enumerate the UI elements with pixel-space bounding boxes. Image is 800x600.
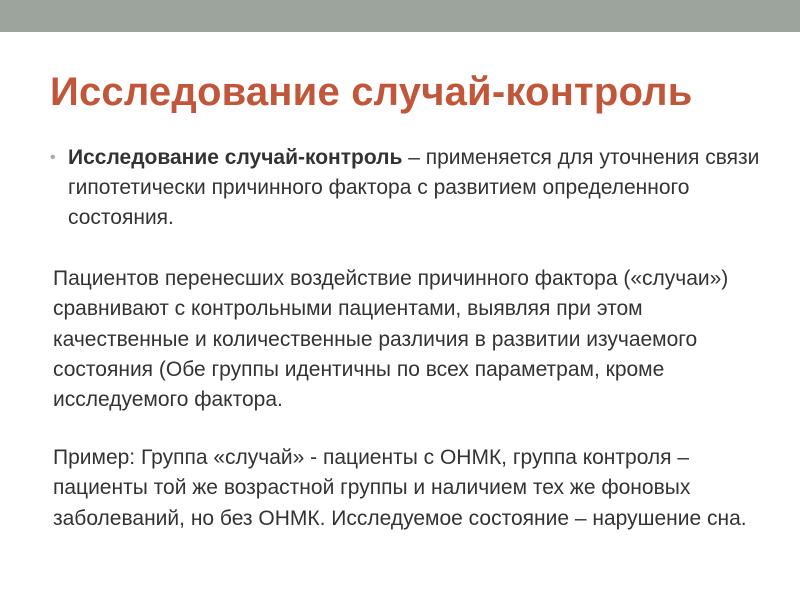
bullet-lead-term: Исследование случай-контроль	[68, 146, 403, 169]
bullet-marker: •	[50, 149, 56, 166]
bullet-text: – применяется для уточнения связи гипотетически причинного фактора с развитием определенного состояния.	[68, 146, 760, 229]
bullet-item	[50, 143, 760, 233]
slide-title: Исследование случай-контроль	[50, 70, 693, 114]
description-paragraph: Пациентов перенесших воздействие причинного фактора («случаи») сравнивают с контрольными пациентами, выявляя при этом качественные и количественные различия в развитии изучаемого состояния (Обе группы идентичны по всех параметрам, кроме исследуемого фактора.	[53, 267, 729, 412]
bullet-list	[50, 143, 760, 233]
example-paragraph: Пример: Группа «случай» - пациенты с ОНМК, группа контроля – пациенты той же возрастной группы и наличием тех же фоновых заболеваний, но без ОНМК. Исследуемое состояние – нарушение сна.	[53, 446, 747, 530]
top-decorative-bar	[0, 0, 800, 32]
